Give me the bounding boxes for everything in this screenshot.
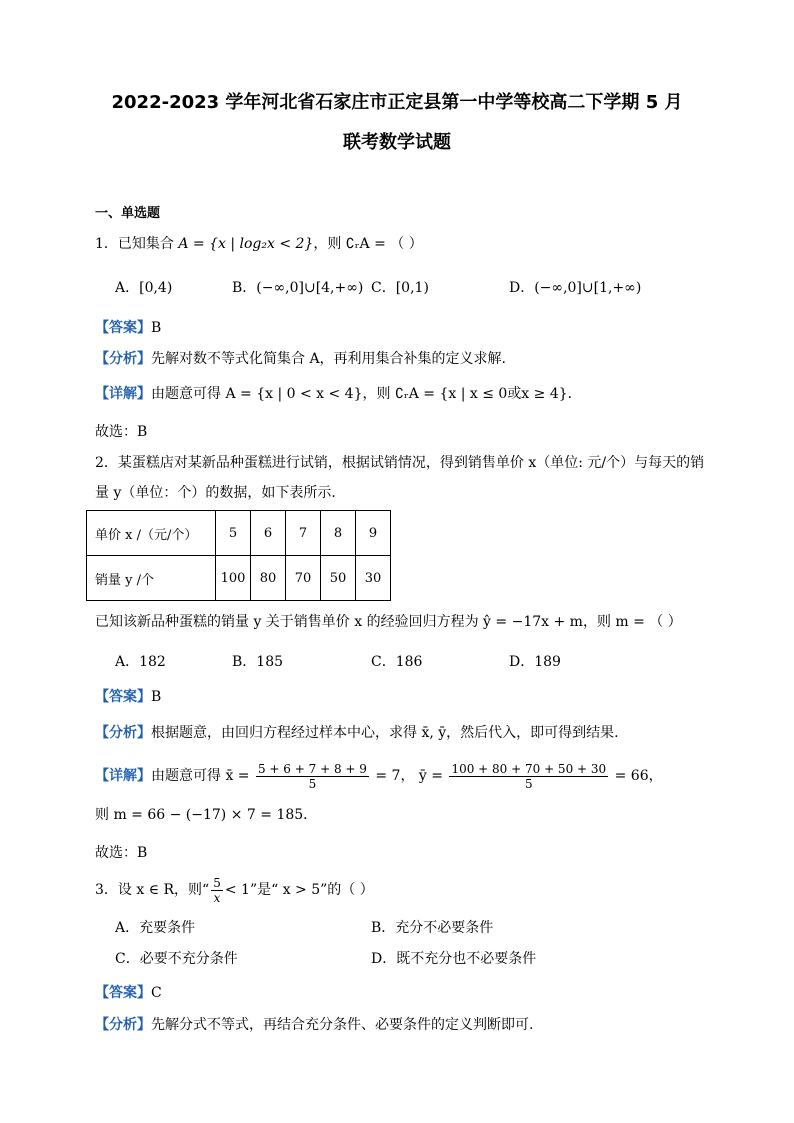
q1-answer-value: B [151, 320, 162, 336]
q3-analysis-text: 先解分式不等式，再结合充分条件、必要条件的定义判断即可. [151, 1017, 534, 1033]
q1-analysis [95, 349, 506, 369]
q2-analysis-text: 根据题意，由回归方程经过样本中心，求得 x̄, ȳ，然后代入，即可得到结果. [151, 725, 619, 741]
q2-stem-line1: 2．某蛋糕店对某新品种蛋糕进行试销，根据试销情况，得到销售单价 x（单位: 元/个）与每天的销 [95, 455, 705, 471]
exam-title-line2: 联考数学试题 [343, 132, 451, 153]
q2-answer [95, 687, 161, 707]
table-cell: 70 [286, 556, 321, 601]
q1-option-d: D．(−∞,0]∪[1,+∞) [509, 280, 642, 296]
table-cell: 8 [321, 511, 356, 556]
q2-detail-pre: 由题意可得 x̄ = [151, 768, 254, 784]
table-row [87, 511, 391, 556]
q3-analysis [95, 1015, 533, 1035]
table-cell: 80 [251, 556, 286, 601]
table-row [87, 556, 391, 601]
q2-fraction-xbar [256, 762, 369, 791]
q3-fraction [211, 876, 223, 905]
q1-set-def: A = {x | log₂x < 2} [178, 236, 314, 252]
q2-analysis [95, 723, 619, 743]
q3-option-b: B．充分不必要条件 [371, 920, 494, 936]
q2-answer-value: B [151, 689, 162, 705]
q1-stem-post: ，则 ∁ᵣA = （ ） [313, 236, 423, 252]
table-cell: 7 [286, 511, 321, 556]
q2-option-c: C．186 [371, 654, 423, 670]
q2-option-b: B．185 [232, 654, 284, 670]
q1-detail-text: 由题意可得 A = {x | 0 < x < 4}，则 ∁ᵣA = {x | x ≤ 0或x ≥ 4}． [151, 386, 582, 402]
q2-analysis-tag: 【分析】 [95, 725, 151, 741]
q1-option-b: B．(−∞,0]∪[4,+∞) [232, 280, 364, 296]
table-cell: 9 [356, 511, 391, 556]
q2-detail2: 则 m = 66 − (−17) × 7 = 185． [95, 807, 318, 823]
fraction-denominator: x [213, 890, 221, 905]
q3-answer-value: C [151, 985, 162, 1001]
q2-option-a: A．182 [115, 654, 166, 670]
q2-fraction-ybar [449, 762, 608, 791]
q3-answer [95, 983, 162, 1003]
q2-data-table [86, 510, 391, 601]
q3-stem-pre: 3．设 x ∈ R，则“ [95, 882, 210, 898]
q2-detail-tag: 【详解】 [95, 768, 151, 784]
q1-analysis-tag: 【分析】 [95, 351, 151, 367]
table-cell: 6 [251, 511, 286, 556]
fraction-numerator: 5 + 6 + 7 + 8 + 9 [257, 761, 367, 776]
table-cell: 30 [356, 556, 391, 601]
q3-stem [95, 872, 374, 908]
q1-answer [95, 318, 161, 338]
q3-answer-tag: 【答案】 [95, 985, 151, 1001]
fraction-denominator: 5 [308, 776, 317, 791]
q2-answer-tag: 【答案】 [95, 689, 151, 705]
table-header-price: 单价 x /（元/个） [87, 511, 216, 556]
q1-option-c: C．[0,1) [371, 280, 429, 296]
q1-option-a: A．[0,4) [115, 280, 173, 296]
q1-detail [95, 384, 582, 404]
q3-option-a: A．充要条件 [115, 920, 196, 936]
q1-conclusion: 故选：B [95, 424, 148, 440]
q2-conclusion: 故选：B [95, 845, 148, 861]
q1-stem [95, 234, 423, 254]
q3-analysis-tag: 【分析】 [95, 1017, 151, 1033]
q2-option-d: D．189 [509, 654, 561, 670]
q1-stem-pre: 1．已知集合 [95, 236, 179, 252]
table-cell: 100 [216, 556, 251, 601]
q2-detail-end: = 66， [610, 768, 663, 784]
q1-answer-tag: 【答案】 [95, 320, 151, 336]
q2-stem-line2: 量 y（单位：个）的数据，如下表所示． [95, 485, 346, 501]
q1-analysis-text: 先解对数不等式化简集合 A，再利用集合补集的定义求解. [151, 351, 507, 367]
q3-stem-post: < 1”是“ x > 5”的（ ） [224, 882, 374, 898]
section-heading: 一、单选题 [95, 206, 161, 221]
q1-detail-tag: 【详解】 [95, 386, 151, 402]
q3-option-d: D．既不充分也不必要条件 [371, 951, 537, 967]
q2-detail [95, 758, 663, 794]
table-cell: 50 [321, 556, 356, 601]
q3-option-c: C．必要不充分条件 [115, 951, 238, 967]
exam-title-line1: 2022-2023 学年河北省石家庄市正定县第一中学等校高二下学期 5 月 [111, 92, 683, 113]
fraction-numerator: 5 [213, 875, 221, 890]
q2-stem-line3: 已知该新品种蛋糕的销量 y 关于销售单价 x 的经验回归方程为 ŷ = −17x + m，则 m = （ ） [95, 614, 682, 630]
fraction-denominator: 5 [524, 776, 533, 791]
fraction-numerator: 100 + 80 + 70 + 50 + 30 [451, 761, 607, 776]
q2-detail-mid: = 7， ȳ = [370, 768, 448, 784]
table-header-sales: 销量 y /个 [87, 556, 216, 601]
table-cell: 5 [216, 511, 251, 556]
